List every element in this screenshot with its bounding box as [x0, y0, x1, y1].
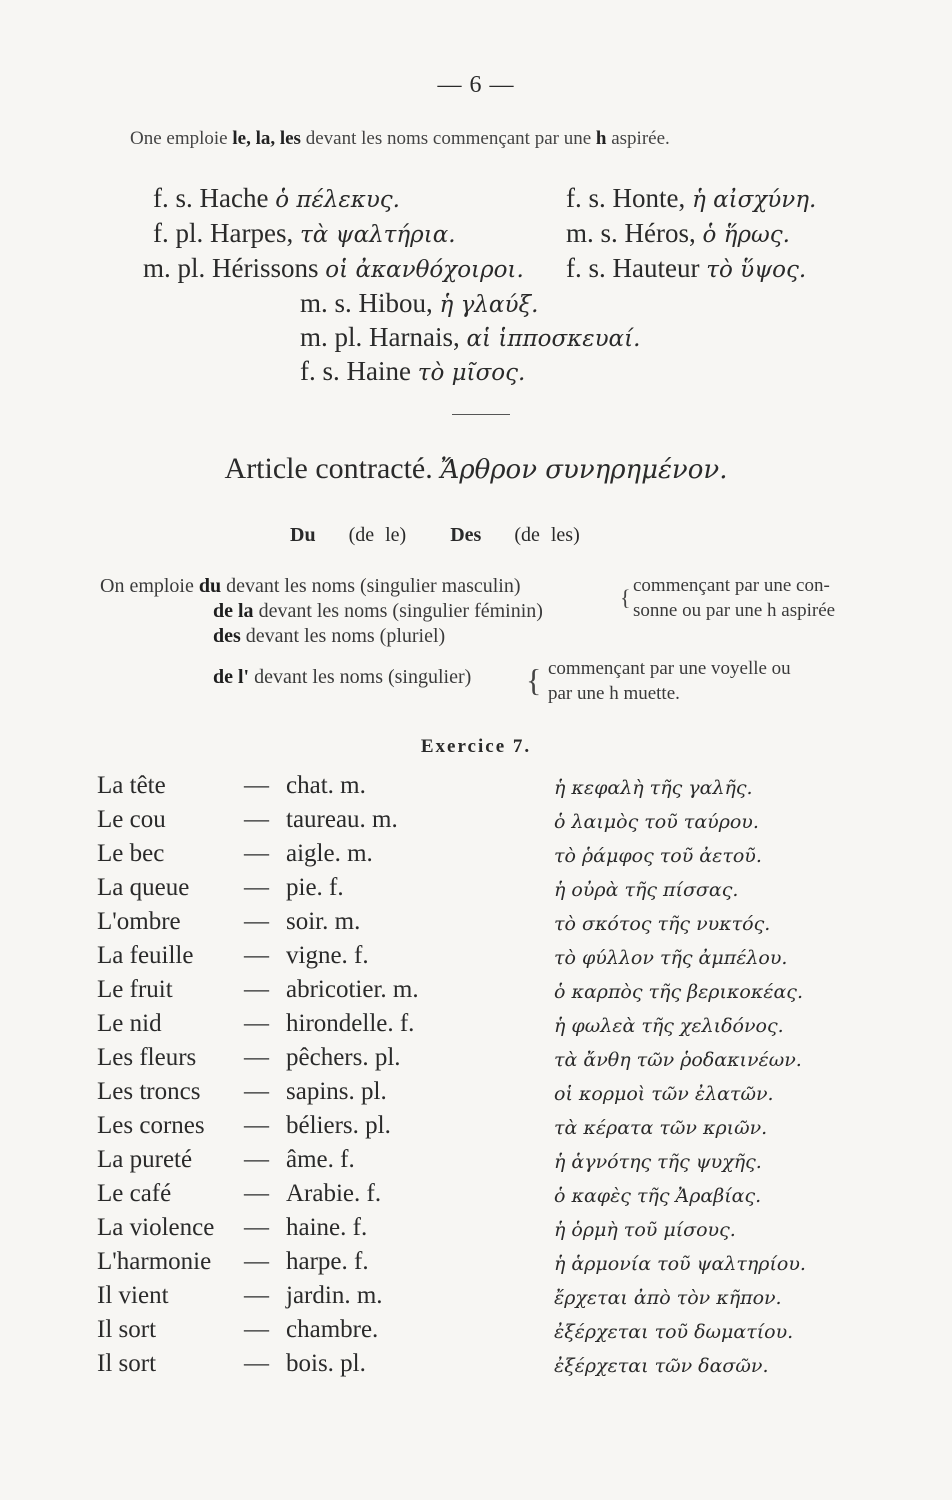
- h-word: m. s. Hibou, ἡ γλαύξ.: [300, 288, 539, 318]
- h-word: f. s. Haine τὸ μῖσος.: [300, 356, 526, 386]
- rule-line: On emploie du devant les noms (singulier masculin): [100, 575, 521, 597]
- rule-note: commençant par une con-: [633, 575, 830, 596]
- h-word: m. pl. Hérissons οἱ ἀκανθόχοιροι.: [143, 253, 524, 283]
- rule-note: sonne ou par une h aspirée: [633, 600, 836, 621]
- contracted-forms: Du (de le) Des (de les): [290, 524, 580, 546]
- h-word: m. pl. Harnais, αἱ ἱπποσκευαί.: [300, 322, 641, 352]
- exercise-title: Exercice 7.: [420, 736, 532, 757]
- h-word: f. s. Honte, ἡ αἰσχύνη.: [566, 183, 817, 213]
- rule-note: par une h muette.: [548, 683, 680, 704]
- brace: {: [526, 662, 542, 698]
- intro-line: [130, 128, 670, 150]
- section-title: Article contracté. Ἄρθρον συνηρημένον.: [224, 452, 728, 485]
- intro-end: aspirée.: [606, 128, 670, 149]
- rule-line: de l' devant les noms (singulier): [213, 666, 472, 688]
- page-number: — 6 —: [437, 72, 515, 98]
- h-word: m. s. Héros, ὁ ἥρως.: [566, 218, 790, 248]
- rule-line: de la devant les noms (singulier féminin): [213, 600, 543, 622]
- section-divider: [452, 414, 510, 415]
- h-word: f. s. Hauteur τὸ ὕψος.: [566, 253, 807, 283]
- h-word: f. pl. Harpes, τὰ ψαλτήρια.: [153, 218, 456, 248]
- intro-h: h: [595, 128, 607, 149]
- rule-note: commençant par une voyelle ou: [548, 658, 791, 679]
- h-word: f. s. Hache ὁ πέλεκυς.: [153, 183, 400, 213]
- brace: {: [620, 585, 631, 610]
- intro-articles: le, la, les: [232, 128, 301, 149]
- intro-suffix: devant les noms commençant par une: [300, 128, 596, 149]
- intro-prefix: One emploie: [130, 128, 233, 149]
- rule-line: des devant les noms (pluriel): [213, 625, 446, 647]
